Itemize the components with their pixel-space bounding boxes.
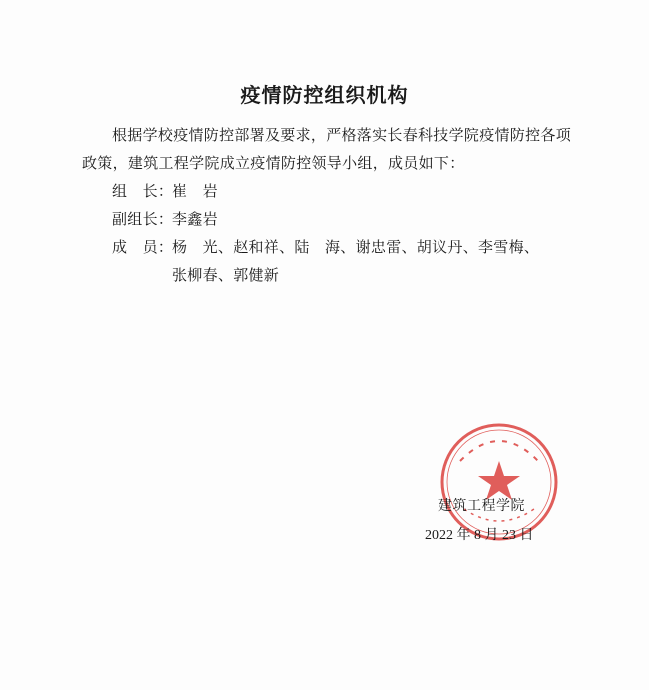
members-label: 成 员： (112, 238, 174, 256)
members-row-continued (172, 261, 279, 289)
signature-date: 2022 年 8 月 23 日 (425, 528, 534, 543)
seal-arc-text-icon (460, 441, 538, 461)
leader-row (112, 177, 218, 205)
deputy-label: 副组长： (112, 210, 174, 228)
members-row (112, 233, 539, 261)
intro-paragraph: 根据学校疫情防控部署及要求，严格落实长春科技学院疫情防控各项政策，建筑工程学院成立疫情防控领导小组，成员如下： (82, 126, 572, 172)
leader-label: 组 长： (112, 182, 174, 200)
members-line-2: 张柳春、郭健新 (172, 266, 280, 284)
deputy-row (112, 205, 218, 233)
document-title: 疫情防控组织机构 (240, 83, 409, 107)
signature-organization: 建筑工程学院 (438, 498, 525, 514)
deputy-value: 李鑫岩 (172, 210, 218, 228)
members-line-1: 杨 光、赵和祥、陆 海、谢忠雷、胡议丹、李雪梅、 (172, 238, 540, 256)
leader-value: 崔 岩 (172, 182, 218, 200)
